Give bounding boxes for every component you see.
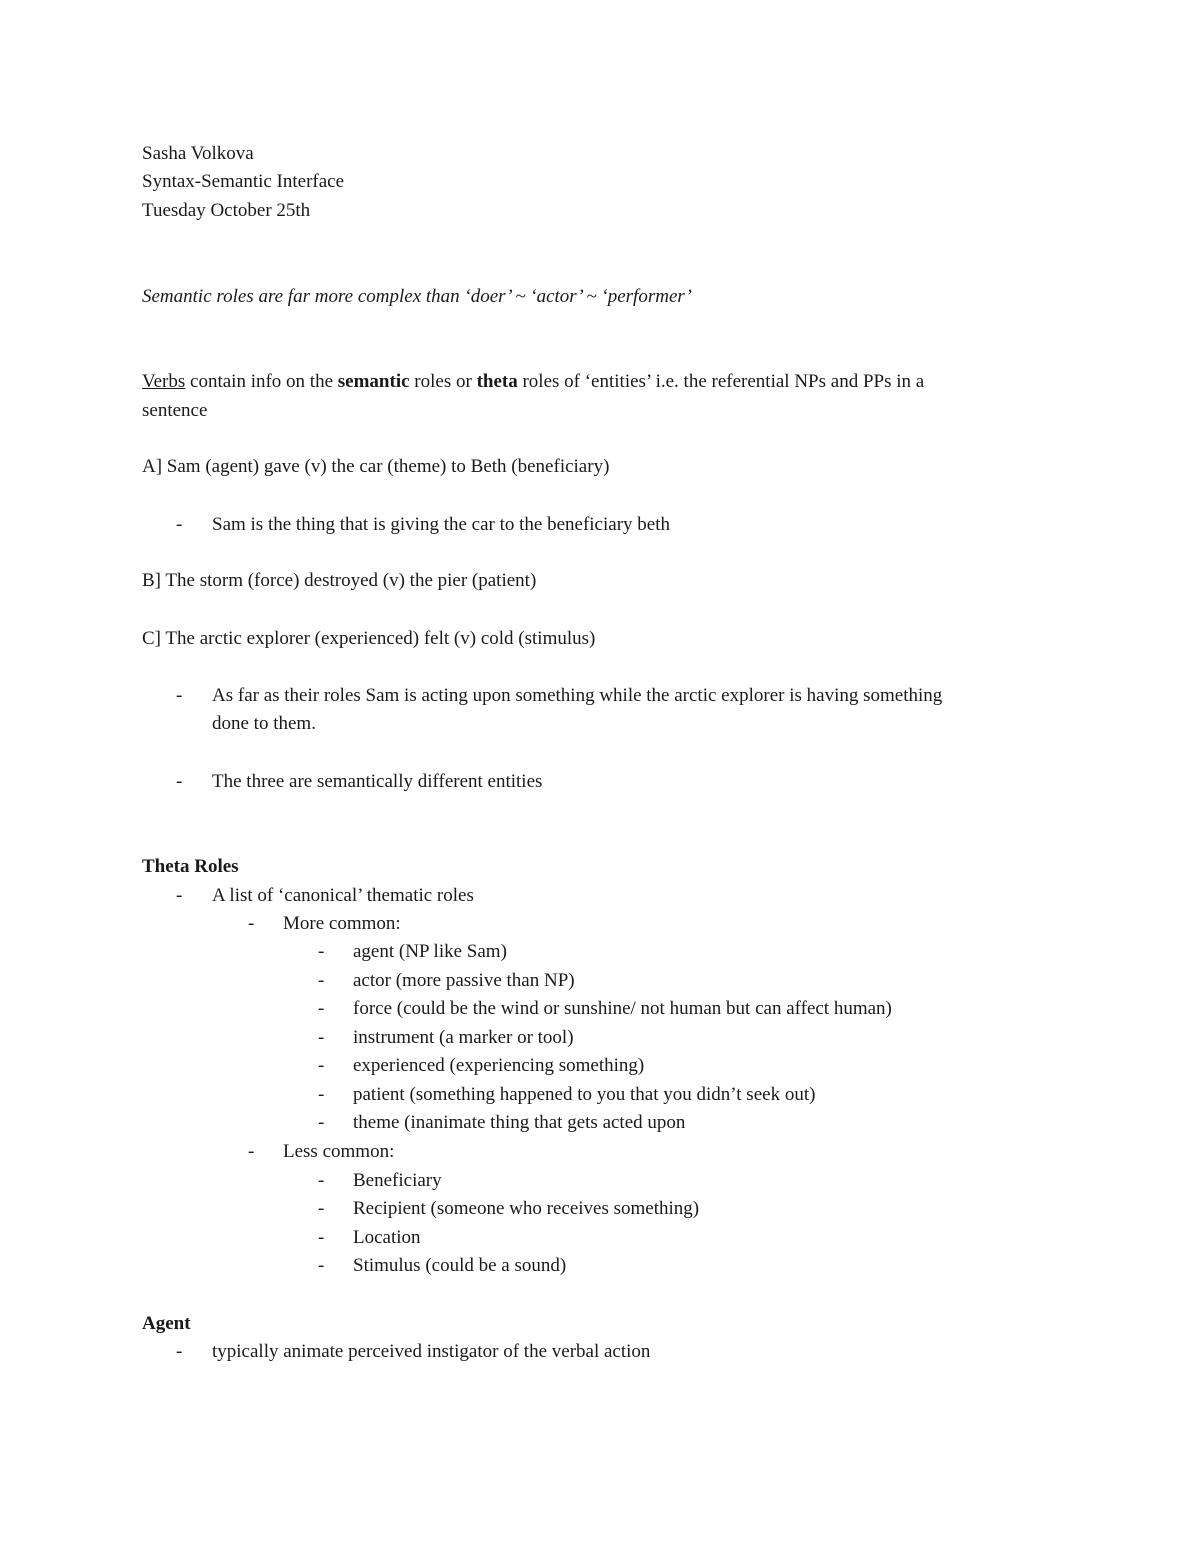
bullet-dash: - [176,885,183,906]
list-item: theme (inanimate thing that gets acted upon [353,1112,686,1133]
bullet-dash: - [248,1141,255,1162]
agent-note: typically animate perceived instigator of the verbal action [212,1341,651,1362]
example-c-note-line1: As far as their roles Sam is acting upon something while the arctic explorer is having something [212,685,943,706]
verbs-part3: roles of ‘entities’ i.e. the referential NPs and PPs in a [517,371,925,392]
bullet-dash: - [318,970,325,991]
list-item: force (could be the wind or sunshine/ not human but can affect human) [353,998,892,1019]
course-title: Syntax-Semantic Interface [142,171,345,192]
theta-list-intro: A list of ‘canonical’ thematic roles [212,885,474,906]
agent-heading: Agent [142,1313,191,1334]
bullet-dash: - [318,1055,325,1076]
list-item: Location [353,1227,421,1248]
bullet-dash: - [248,913,255,934]
verbs-part2: roles or [409,371,477,392]
example-a-note: Sam is the thing that is giving the car to the beneficiary beth [212,514,670,535]
example-b: B] The storm (force) destroyed (v) the pier (patient) [142,570,537,591]
bullet-dash: - [176,514,183,535]
verbs-part1: contain info on the [185,371,338,392]
example-c-note-line2: done to them. [212,713,316,734]
bullet-dash: - [318,998,325,1019]
verbs-bold-semantic: semantic [337,371,410,392]
bullet-dash: - [176,685,183,706]
bullet-dash: - [318,1170,325,1191]
verbs-underlined: Verbs [142,371,186,392]
example-c-note2: The three are semantically different entities [212,771,543,792]
bullet-dash: - [176,771,183,792]
date-line: Tuesday October 25th [142,200,311,221]
example-c: C] The arctic explorer (experienced) felt (v) cold (stimulus) [142,628,596,649]
list-item: patient (something happened to you that you didn’t seek out) [353,1084,816,1105]
list-item: actor (more passive than NP) [353,970,575,991]
less-common-label: Less common: [283,1141,395,1162]
intro-statement: Semantic roles are far more complex than ‘doer’ ~ ‘actor’ ~ ‘performer’ [142,286,692,307]
list-item: agent (NP like Sam) [353,941,507,962]
verbs-bold-theta: theta [476,371,518,392]
bullet-dash: - [318,1112,325,1133]
verbs-paragraph-line2: sentence [142,400,208,421]
bullet-dash: - [318,1198,325,1219]
example-a: A] Sam (agent) gave (v) the car (theme) to Beth (beneficiary) [142,456,610,477]
theta-roles-heading: Theta Roles [142,856,239,877]
list-item: Recipient (someone who receives something) [353,1198,700,1219]
bullet-dash: - [176,1341,183,1362]
bullet-dash: - [318,1084,325,1105]
bullet-dash: - [318,1027,325,1048]
verbs-paragraph-line1 [142,368,924,396]
author-name: Sasha Volkova [142,143,254,164]
list-item: experienced (experiencing something) [353,1055,645,1076]
list-item: instrument (a marker or tool) [353,1027,574,1048]
more-common-label: More common: [283,913,401,934]
bullet-dash: - [318,941,325,962]
bullet-dash: - [318,1227,325,1248]
list-item: Beneficiary [353,1170,442,1191]
bullet-dash: - [318,1255,325,1276]
list-item: Stimulus (could be a sound) [353,1255,567,1276]
